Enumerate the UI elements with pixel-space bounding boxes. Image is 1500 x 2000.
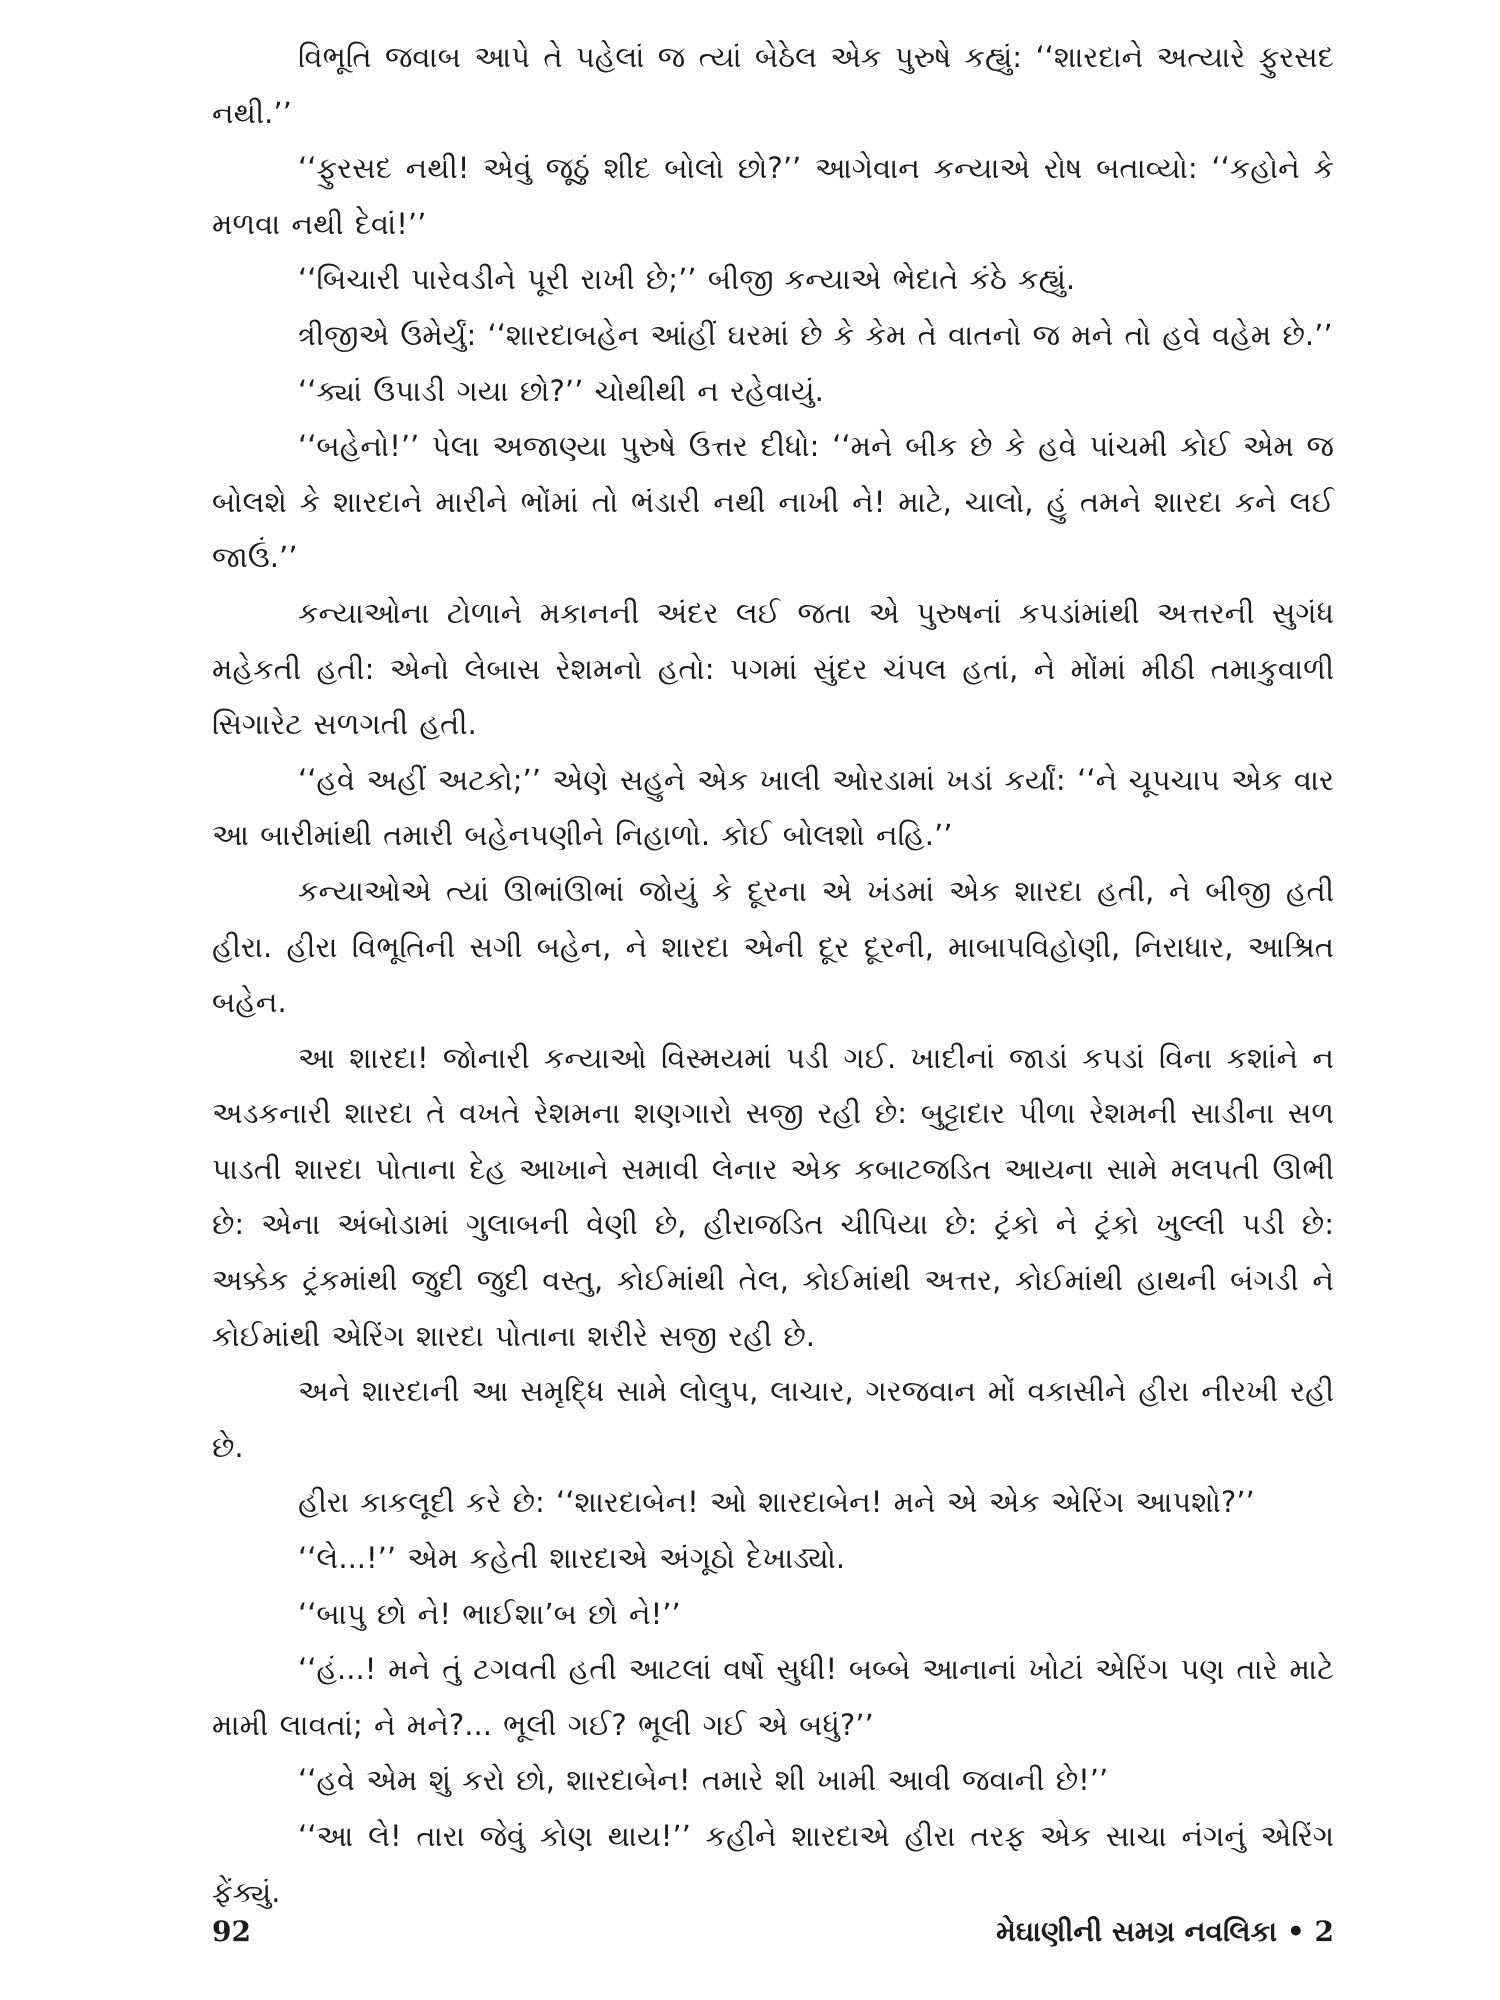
paragraph: ‘‘લે...!’’ એમ કહેતી શારદાએ અંગૂઠો દેખાડ્યો. <box>298 1541 846 1576</box>
running-title: મેઘાણીની સમગ્ર નવલિકા • 2 <box>996 1915 1334 1948</box>
paragraph: ‘‘બિચારી પારેવડીને પૂરી રાખી છે;’’ બીજી કન્યાએ ભેદાતે કંઠે કહ્યું. <box>298 262 1076 297</box>
paragraph: ‘‘હવે એમ શું કરો છો, શારદાબેન! તમારે શી ખામી આવી જવાની છે!’’ <box>298 1763 1109 1798</box>
page-footer <box>212 1912 1334 1952</box>
paragraph: ‘‘આ લે! તારા જેવું કોણ થાય!’’ કહીને શારદાએ હીરા તરફ એક સાચા નંગનું એરિંગ ફેંક્યું. <box>212 1819 1334 1909</box>
page-number: 92 <box>212 1915 251 1948</box>
paragraph: ત્રીજીએ ઉમેર્યું: ‘‘શારદાબહેન આંહીં ઘરમાં છે કે કેમ તે વાતનો જ મને તો હવે વહેમ છે.’’ <box>298 317 1333 352</box>
paragraph: ‘‘ફુરસદ નથી! એવું જૂઠું શીદ બોલો છો?’’ આગેવાન કન્યાએ રોષ બતાવ્યો: ‘‘કહોને કે મળવા નથી દેવાં!’’ <box>212 151 1334 241</box>
paragraph: ‘‘બાપુ છો ને! ભાઈશા’બ છો ને!’’ <box>298 1596 681 1631</box>
paragraph: ‘‘હવે અહીં અટકો;’’ એણે સહુને એક ખાલી ઓરડામાં ખડાં કર્યાં: ‘‘ને ચૂપચાપ એક વાર આ બારીમાંથી તમારી બહેનપણીને નિહાળો. કોઈ બોલશો નહિ.’’ <box>212 762 1334 853</box>
paragraph: અને શારદાની આ સમૃદ્ધિ સામે લોલુપ, લાચાર, ગરજવાન મોં વકાસીને હીરા નીરખી રહી છે. <box>212 1374 1334 1464</box>
paragraph: ‘‘ક્યાં ઉપાડી ગયા છો?’’ ચોથીથી ન રહેવાયું. <box>298 373 824 408</box>
page-body-text <box>212 30 1334 1920</box>
paragraph: ‘‘બહેનો!’’ પેલા અજાણ્યા પુરુષે ઉત્તર દીધો: ‘‘મને બીક છે કે હવે પાંચમી કોઈ એમ જ બોલશે કે શારદાને મારીને ભોંમાં તો ભંડારી નથી નાખી ને! માટે, ચાલો, હું તમને શારદા કને લઈ જાઉં.’’ <box>212 429 1334 575</box>
paragraph: ‘‘હં...! મને તું ટગવતી હતી આટલાં વર્ષો સુધી! બબ્બે આનાનાં ખોટાં એરિંગ પણ તારે માટે મામી લાવતાં; ને મને?... ભૂલી ગઈ? ભૂલી ગઈ એ બધું?’’ <box>212 1652 1334 1742</box>
paragraph: આ શારદા! જોનારી કન્યાઓ વિસ્મયમાં પડી ગઈ. ખાદીનાં જાડાં કપડાં વિના કશાંને ન અડકનારી શારદા તે વખતે રેશમના શણગારો સજી રહી છે: બુટ્ટાદાર પીળા રેશમની સાડીના સળ પાડતી શારદા પોતાના દેહ આખાને સમાવી લેનાર એક કબાટજડિત આયના સામે મલપતી ઊભી છે: એના અંબોડામાં ગુલાબની વેણી છે, હીરાજડિત ચીપિયા છે: ટ્રંકો ને ટ્રંકો ખુલ્લી પડી છે: અક્કેક ટ્રંકમાંથી જુદી જુદી વસ્તુ, કોઈમાંથી તેલ, કોઈમાંથી અત્તર, કોઈમાંથી હાથની બંગડી ને કોઈમાંથી એરિંગ શારદા પોતાના શરીરે સજી રહી છે. <box>212 1040 1334 1353</box>
paragraph: કન્યાઓએ ત્યાં ઊભાંઊભાં જોયું કે દૂરના એ ખંડમાં એક શારદા હતી, ને બીજી હતી હીરા. હીરા વિભૂતિની સગી બહેન, ને શારદા એની દૂર દૂરની, માબાપવિહોણી, નિરાધાર, આશ્રિત બહેન. <box>212 873 1334 1020</box>
paragraph: કન્યાઓના ટોળાને મકાનની અંદર લઈ જતા એ પુરુષનાં કપડાંમાંથી અત્તરની સુગંધ મહેકતી હતી: એનો લેબાસ રેશમનો હતો: પગમાં સુંદર ચંપલ હતાં, ને મોંમાં મીઠી તમાકુવાળી સિગારેટ સળગતી હતી. <box>212 595 1334 742</box>
paragraph: હીરા કાકલૂદી કરે છે: ‘‘શારદાબેન! ઓ શારદાબેન! મને એ એક એરિંગ આપશો?’’ <box>298 1485 1255 1520</box>
paragraph: વિભૂતિ જવાબ આપે તે પહેલાં જ ત્યાં બેઠેલ એક પુરુષે કહ્યું: ‘‘શારદાને અત્યારે ફુરસદ નથી.’’ <box>212 40 1334 130</box>
